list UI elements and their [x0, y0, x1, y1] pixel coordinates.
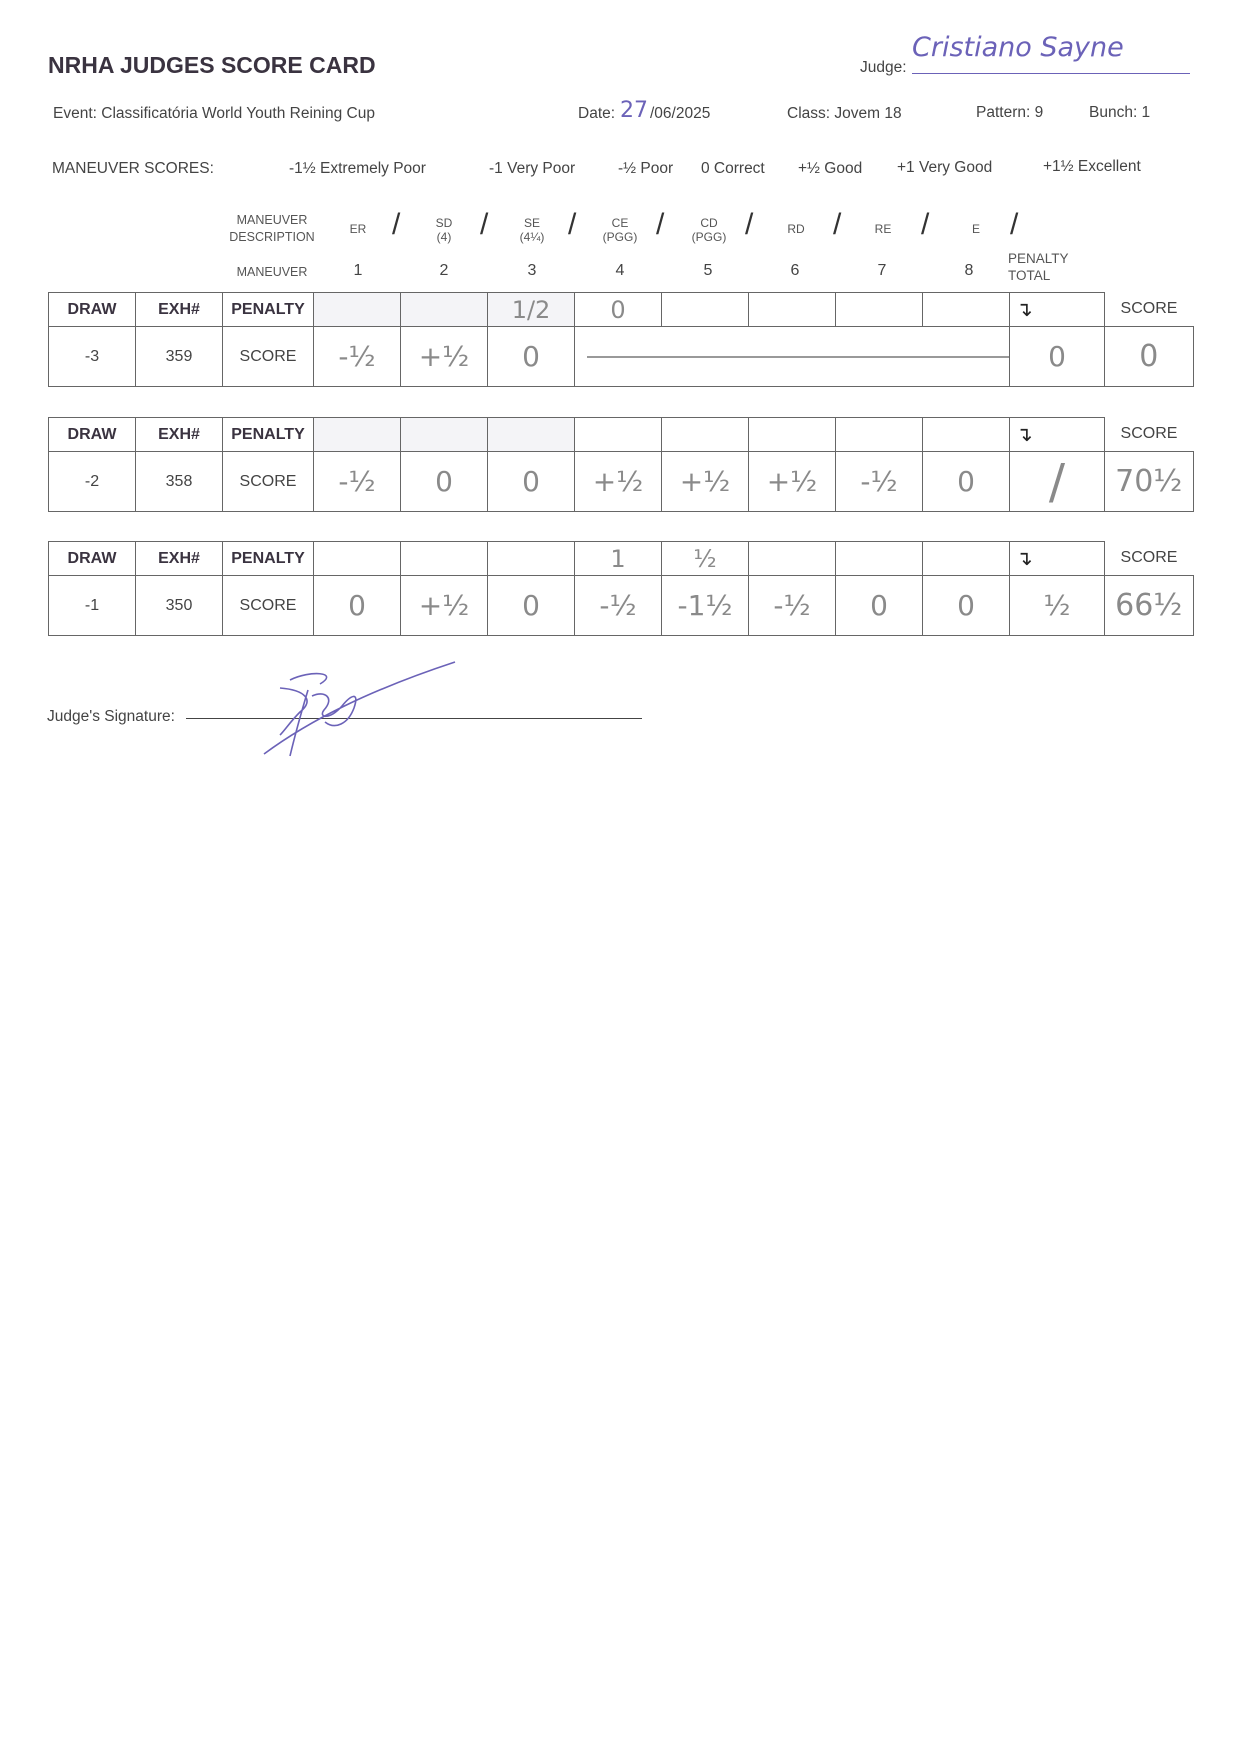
maneuver-score-cell[interactable]: 0: [488, 576, 575, 636]
maneuver-7-code: RE: [874, 222, 892, 236]
penalty-header: PENALTY: [223, 542, 314, 576]
divider-slash: /: [392, 208, 401, 241]
penalty-total-cell[interactable]: 0: [1010, 327, 1105, 387]
exh-header: EXH#: [136, 418, 223, 452]
event-name: Event: Classificatória World Youth Reining Cup: [53, 105, 375, 122]
maneuver-score-cell[interactable]: 0: [923, 576, 1010, 636]
penalty-cell[interactable]: [314, 542, 401, 576]
maneuver-6-code: RD: [787, 222, 805, 236]
penalty-total-cell[interactable]: ½: [1010, 576, 1105, 636]
penalty-cell[interactable]: [401, 293, 488, 327]
divider-slash: /: [921, 208, 930, 241]
score-table-draw-3: [48, 292, 1194, 387]
bunch-number: Bunch: 1: [1089, 104, 1151, 121]
maneuver-number: 8: [964, 262, 974, 279]
penalty-cell[interactable]: [836, 542, 923, 576]
penalty-total-cell[interactable]: /: [1010, 452, 1105, 512]
maneuver-score-cell[interactable]: -½: [314, 327, 401, 387]
maneuver-3-code: SE (4¼): [519, 216, 545, 244]
maneuver-label: MANEUVER: [236, 265, 308, 279]
exh-value: 359: [136, 327, 223, 387]
maneuver-score-cell[interactable]: -1½: [662, 576, 749, 636]
score-label: SCORE: [223, 452, 314, 512]
penalty-cell[interactable]: 0: [575, 293, 662, 327]
penalty-total-arrow-icon: ↴: [1010, 542, 1105, 576]
maneuver-number: 3: [527, 262, 537, 279]
penalty-cell[interactable]: [836, 293, 923, 327]
signature-drawing: [250, 660, 460, 760]
maneuver-number: 5: [703, 262, 713, 279]
maneuver-score-cell[interactable]: -½: [749, 576, 836, 636]
divider-slash: /: [656, 208, 665, 241]
exh-header: EXH#: [136, 542, 223, 576]
draw-value: -2: [49, 452, 136, 512]
maneuver-number: 6: [790, 262, 800, 279]
date-label: Date:: [578, 105, 616, 122]
draw-header: DRAW: [49, 542, 136, 576]
maneuver-score-cell[interactable]: +½: [575, 452, 662, 512]
maneuver-score-cell[interactable]: +½: [749, 452, 836, 512]
scale-very-poor: -1 Very Poor: [489, 160, 576, 177]
penalty-cell[interactable]: [749, 542, 836, 576]
penalty-cell[interactable]: [749, 293, 836, 327]
penalty-cell[interactable]: [836, 418, 923, 452]
maneuver-number: 7: [877, 262, 887, 279]
penalty-cell[interactable]: [401, 542, 488, 576]
scale-correct: 0 Correct: [701, 160, 765, 177]
maneuver-score-cell[interactable]: 0: [314, 576, 401, 636]
penalty-cell[interactable]: [575, 418, 662, 452]
penalty-header: PENALTY: [223, 418, 314, 452]
final-score-cell[interactable]: 70½: [1105, 452, 1194, 512]
exh-value: 350: [136, 576, 223, 636]
penalty-total-arrow-icon: ↴: [1010, 293, 1105, 327]
penalty-cell[interactable]: [314, 418, 401, 452]
exh-header: EXH#: [136, 293, 223, 327]
maneuver-score-cell[interactable]: 0: [923, 452, 1010, 512]
penalty-cell[interactable]: [488, 418, 575, 452]
maneuver-score-cell[interactable]: 0: [488, 327, 575, 387]
score-header: SCORE: [1120, 300, 1178, 318]
maneuver-number: 2: [439, 262, 449, 279]
score-header: SCORE: [1120, 549, 1178, 567]
penalty-cell[interactable]: ½: [662, 542, 749, 576]
penalty-cell[interactable]: [662, 418, 749, 452]
maneuver-score-cell[interactable]: +½: [401, 576, 488, 636]
penalty-cell[interactable]: 1/2: [488, 293, 575, 327]
pattern-number: Pattern: 9: [976, 104, 1044, 121]
scale-excellent: +1½ Excellent: [1043, 158, 1141, 175]
date-day: 27: [620, 98, 648, 123]
draw-value: -1: [49, 576, 136, 636]
score-table-draw-1: [48, 541, 1194, 636]
maneuver-description-label: MANEUVER DESCRIPTION: [229, 213, 315, 244]
maneuver-score-cell[interactable]: +½: [401, 327, 488, 387]
draw-value: -3: [49, 327, 136, 387]
maneuver-4-code: CE (PGG): [602, 216, 638, 244]
penalty-cell[interactable]: [923, 418, 1010, 452]
maneuver-score-cell[interactable]: 0: [488, 452, 575, 512]
divider-slash: /: [568, 208, 577, 241]
judge-name-line: [912, 73, 1190, 74]
class-name: Class: Jovem 18: [787, 105, 902, 122]
draw-header: DRAW: [49, 293, 136, 327]
penalty-cell[interactable]: [662, 293, 749, 327]
date-month-year: /06/2025: [650, 105, 711, 122]
maneuver-scores-label: MANEUVER SCORES:: [52, 160, 214, 177]
strike-line: [587, 356, 1009, 358]
penalty-cell[interactable]: [923, 293, 1010, 327]
score-label: SCORE: [223, 327, 314, 387]
maneuver-1-code: ER: [349, 222, 367, 236]
judge-name: Cristiano Sayne: [912, 32, 1124, 63]
penalty-header: PENALTY: [223, 293, 314, 327]
penalty-cell[interactable]: [923, 542, 1010, 576]
scale-extremely-poor: -1½ Extremely Poor: [289, 160, 426, 177]
penalty-cell[interactable]: [401, 418, 488, 452]
penalty-cell[interactable]: [488, 542, 575, 576]
struck-through-cells[interactable]: [575, 327, 1010, 387]
signature-label: Judge's Signature:: [47, 708, 175, 725]
final-score-cell[interactable]: 66½: [1105, 576, 1194, 636]
card-title: NRHA JUDGES SCORE CARD: [48, 52, 376, 78]
divider-slash: /: [480, 208, 489, 241]
maneuver-score-cell[interactable]: -½: [836, 452, 923, 512]
maneuver-number: 4: [615, 262, 625, 279]
divider-slash: /: [745, 208, 754, 241]
divider-slash: /: [833, 208, 842, 241]
draw-header: DRAW: [49, 418, 136, 452]
scale-poor: -½ Poor: [618, 160, 674, 177]
judge-label: Judge:: [860, 59, 907, 76]
penalty-total-arrow-icon: ↴: [1010, 418, 1105, 452]
final-score-cell[interactable]: 0: [1105, 327, 1194, 387]
maneuver-score-cell[interactable]: 0: [401, 452, 488, 512]
maneuver-number: 1: [353, 262, 363, 279]
maneuver-score-cell[interactable]: 0: [836, 576, 923, 636]
penalty-cell[interactable]: 1: [575, 542, 662, 576]
scale-very-good: +1 Very Good: [897, 159, 993, 176]
exh-value: 358: [136, 452, 223, 512]
penalty-total-label: PENALTY TOTAL: [1008, 251, 1069, 283]
penalty-cell[interactable]: [749, 418, 836, 452]
score-table-draw-2: [48, 417, 1194, 512]
maneuver-5-code: CD (PGG): [691, 216, 727, 244]
scale-good: +½ Good: [798, 160, 863, 177]
maneuver-8-code: E: [971, 222, 980, 236]
score-header: SCORE: [1120, 425, 1178, 443]
maneuver-score-cell[interactable]: +½: [662, 452, 749, 512]
maneuver-score-cell[interactable]: -½: [575, 576, 662, 636]
score-label: SCORE: [223, 576, 314, 636]
divider-slash: /: [1010, 208, 1019, 241]
maneuver-score-cell[interactable]: -½: [314, 452, 401, 512]
penalty-cell[interactable]: [314, 293, 401, 327]
maneuver-2-code: SD (4): [435, 216, 453, 244]
